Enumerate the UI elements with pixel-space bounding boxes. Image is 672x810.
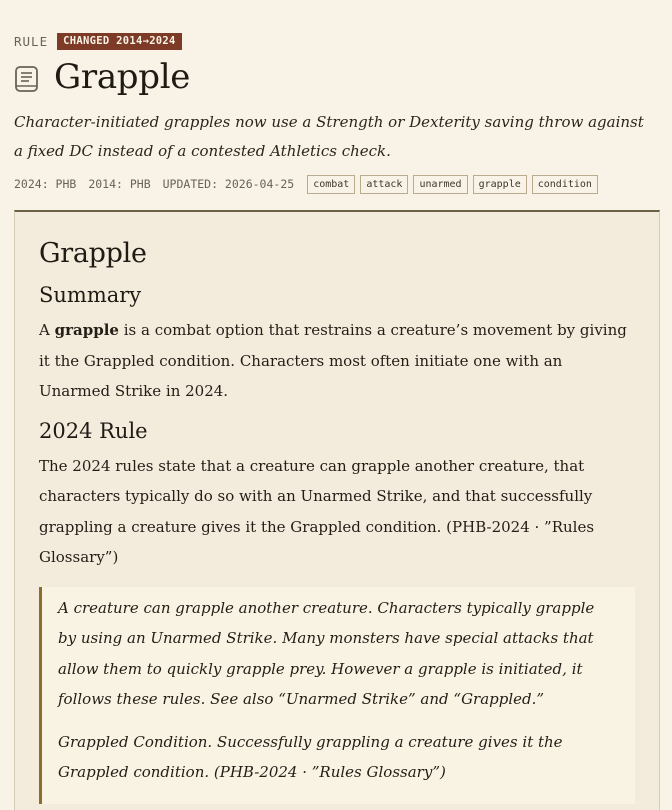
rule-paragraph: The 2024 rules state that a creature can grapple another creature, that characters typically do so with an Unarmed Strike, and that successfully grappling a creature gives it the Grappled condition. (PHB-2024 · ”Rules Glossary”) bbox=[39, 456, 595, 566]
tag-condition[interactable]: condition bbox=[532, 175, 598, 194]
article-title: Grapple bbox=[39, 238, 147, 269]
quote-paragraph-2: Grappled Condition. Successfully grappling a creature gives it the Grappled condition. (PHB-2024 · ”Rules Glossary”) bbox=[58, 732, 563, 781]
summary-heading: Summary bbox=[39, 283, 142, 307]
rule-heading: 2024 Rule bbox=[39, 418, 148, 443]
meta-row bbox=[14, 174, 658, 194]
source-2014: 2014: PHB bbox=[88, 177, 151, 191]
book-icon bbox=[14, 65, 40, 93]
summary-keyword: grapple bbox=[54, 321, 119, 339]
source-2024: 2024: PHB bbox=[14, 177, 77, 191]
tag-list bbox=[307, 175, 603, 194]
summary-text-start: A bbox=[39, 321, 55, 339]
tag-attack[interactable]: attack bbox=[360, 175, 408, 194]
tag-grapple[interactable]: grapple bbox=[473, 175, 527, 194]
tag-unarmed[interactable]: unarmed bbox=[413, 175, 467, 194]
changed-badge: CHANGED 2014→2024 bbox=[57, 33, 182, 50]
quote-paragraph-1: A creature can grapple another creature. Characters typically grapple by using an Unarmed Strike. Many monsters have special attacks that allow them to quickly grapple prey. However a grapple is initiated, it follows these rules. See also “Unarmed Strike” and “Grappled.” bbox=[58, 598, 595, 708]
page-title: Grapple bbox=[54, 57, 191, 97]
title-row bbox=[14, 54, 658, 100]
rule-quote bbox=[39, 587, 635, 804]
summary-paragraph bbox=[39, 315, 635, 407]
article-card bbox=[14, 210, 660, 810]
tag-combat[interactable]: combat bbox=[307, 175, 355, 194]
rule-header bbox=[14, 32, 658, 194]
entry-type-label: RULE bbox=[14, 33, 49, 49]
kicker-row bbox=[14, 32, 658, 50]
updated-date: UPDATED: 2026-04-25 bbox=[162, 177, 295, 191]
summary-text-end: is a combat option that restrains a creature’s movement by giving it the Grappled condition. Characters most often initiate one with an Unarmed Strike in 2024. bbox=[39, 321, 627, 400]
page-subtitle: Character-initiated grapples now use a Strength or Dexterity saving throw against a fixed DC instead of a contested Athletics check. bbox=[14, 113, 644, 160]
